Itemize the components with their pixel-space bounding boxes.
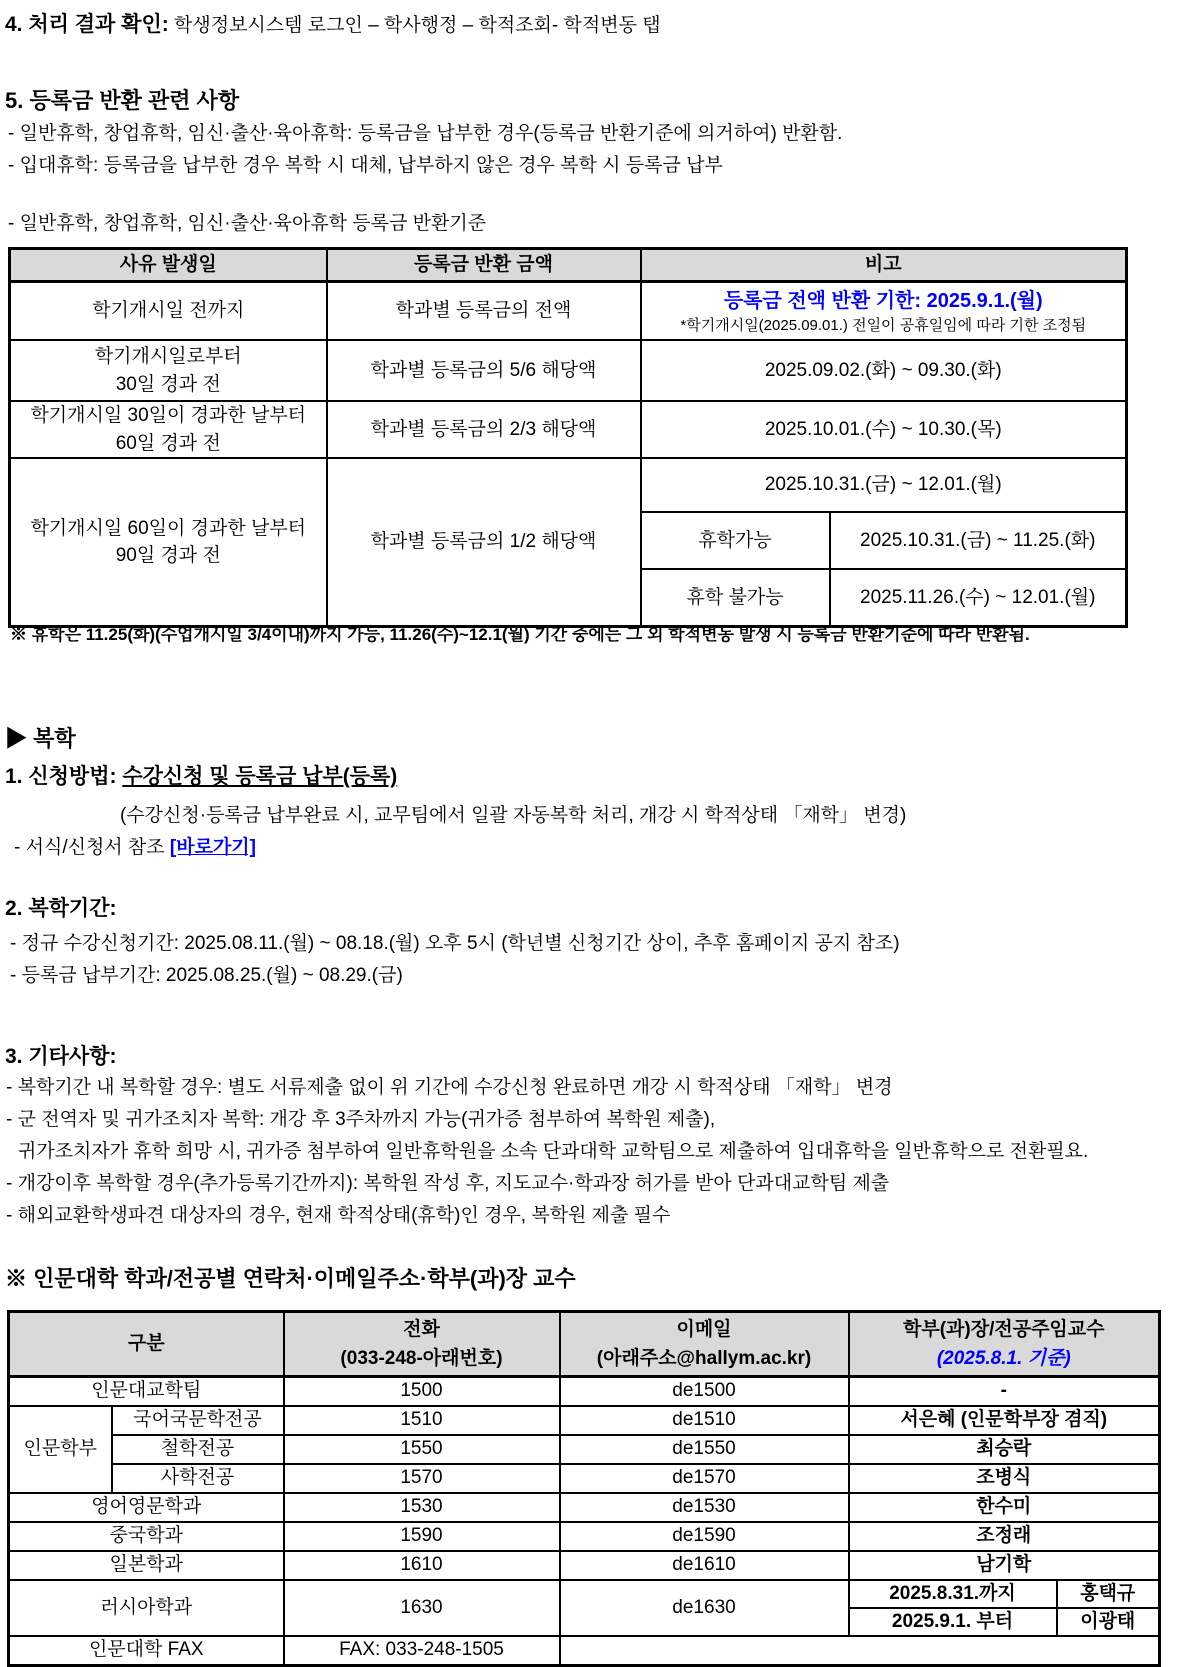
return-item1 bbox=[5, 760, 397, 790]
contact-r3-prof: 최승락 bbox=[849, 1435, 1160, 1464]
contact-r7-name: 일본학과 bbox=[9, 1551, 284, 1580]
contact-r1-prof: - bbox=[849, 1377, 1160, 1407]
section4-text: 학생정보시스템 로그인 – 학사행정 – 학적조회- 학적변동 탭 bbox=[174, 15, 661, 36]
table-row bbox=[9, 1435, 1160, 1464]
contact-r5-phone: 1530 bbox=[284, 1493, 560, 1522]
refund-r3-cause bbox=[10, 401, 327, 458]
refund-r4-amount: 학과별 등록금의 1/2 해당액 bbox=[327, 458, 641, 627]
refund-footnote: ※ 휴학은 11.25(화)(수업개시일 3/4이내)까지 가능, 11.26(수)~12.1(월) 기간 중에는 그 외 학적변동 발생 시 등록금 반환기준에 따라 반환됨. bbox=[10, 625, 1030, 644]
contact-header-email bbox=[560, 1312, 849, 1377]
refund-table-intro: - 일반휴학, 창업휴학, 임신·출산·육아휴학 등록금 반환기준 bbox=[8, 213, 487, 234]
refund-r4-period-all: 2025.10.31.(금) ~ 12.01.(월) bbox=[641, 458, 1127, 512]
contact-header-email-l1: 이메일 bbox=[676, 1318, 732, 1340]
contact-russia-from-name: 이광태 bbox=[1057, 1608, 1160, 1636]
refund-table bbox=[8, 247, 1128, 628]
contact-r1-email: de1500 bbox=[560, 1377, 849, 1407]
return-item1-form bbox=[14, 832, 256, 859]
contact-header-row bbox=[9, 1312, 1160, 1377]
contact-r3-phone: 1550 bbox=[284, 1435, 560, 1464]
table-row bbox=[9, 1522, 1160, 1551]
contact-r2-name: 국어국문학전공 bbox=[112, 1406, 284, 1435]
section4-line bbox=[5, 8, 661, 38]
return-item1-note: (수강신청·등록금 납부완료 시, 교무팀에서 일괄 자동복학 처리, 개강 시 학적상태 「재학」 변경) bbox=[120, 805, 907, 826]
shortcut-link[interactable]: [바로가기] bbox=[169, 837, 256, 858]
refund-r3-amount: 학과별 등록금의 2/3 해당액 bbox=[327, 401, 641, 458]
refund-r4-sub1-label: 휴학가능 bbox=[641, 512, 830, 569]
contact-r7-email: de1610 bbox=[560, 1551, 849, 1580]
section5-bullet-2: - 입대휴학: 등록금을 납부한 경우 복학 시 대체, 납부하지 않은 경우 복학 시 등록금 납부 bbox=[8, 155, 723, 176]
return-item3-bullet-3: - 개강이후 복학할 경우(추가등록기간까지): 복학원 작성 후, 지도교수·학과장 허가를 받아 단과대교학팀 제출 bbox=[6, 1173, 890, 1194]
return-item3-bullet-1: - 복학기간 내 복학할 경우: 별도 서류제출 없이 위 기간에 수강신청 완료하면 개강 시 학적상태 「재학」 변경 bbox=[6, 1077, 893, 1098]
contact-r1-name: 인문대교학팀 bbox=[9, 1377, 284, 1407]
contact-header-prof bbox=[849, 1312, 1160, 1377]
refund-r4-cause bbox=[10, 458, 327, 627]
contact-r4-prof: 조병식 bbox=[849, 1464, 1160, 1493]
contact-russia-name: 러시아학과 bbox=[9, 1580, 284, 1636]
refund-r4-sub1-period: 2025.10.31.(금) ~ 11.25.(화) bbox=[830, 512, 1127, 569]
contact-r6-email: de1590 bbox=[560, 1522, 849, 1551]
table-row bbox=[10, 282, 1127, 341]
contact-header-email-l2: (아래주소@hallym.ac.kr) bbox=[596, 1348, 812, 1369]
section5-title: 5. 등록금 반환 관련 사항 bbox=[5, 88, 240, 113]
contact-r5-prof: 한수미 bbox=[849, 1493, 1160, 1522]
contact-fax-phone: FAX: 033-248-1505 bbox=[284, 1636, 560, 1666]
refund-deadline-subnote: *학기개시일(2025.09.01.) 전일이 공휴일임에 따라 기한 조정됨 bbox=[680, 316, 1087, 334]
table-row bbox=[10, 340, 1127, 401]
refund-r1-note bbox=[641, 282, 1127, 341]
return-item3-bullet-2-cont: 귀가조치자가 휴학 희망 시, 귀가증 첨부하여 일반휴학원을 소속 단과대학 교학팀으로 제출하여 입대휴학을 일반휴학으로 전환필요. bbox=[18, 1141, 1089, 1162]
contact-header-phone-l1: 전화 bbox=[403, 1318, 440, 1340]
table-row bbox=[9, 1464, 1160, 1493]
contact-r4-email: de1570 bbox=[560, 1464, 849, 1493]
contact-r4-name: 사학전공 bbox=[112, 1464, 284, 1493]
refund-header-note: 비고 bbox=[641, 249, 1127, 282]
refund-r2-cause-l1: 학기개시일로부터 bbox=[94, 345, 242, 367]
contact-r7-phone: 1610 bbox=[284, 1551, 560, 1580]
form-reference-text: - 서식/신청서 참조 bbox=[14, 837, 170, 858]
contact-group-label: 인문학부 bbox=[9, 1406, 112, 1493]
section5-bullet-1: - 일반휴학, 창업휴학, 임신·출산·육아휴학: 등록금을 납부한 경우(등록금 반환기준에 의거하여) 반환함. bbox=[8, 123, 843, 144]
refund-r1-cause: 학기개시일 전까지 bbox=[10, 282, 327, 341]
contact-r3-email: de1550 bbox=[560, 1435, 849, 1464]
triangle-bullet-icon: ▶ bbox=[5, 726, 28, 751]
contact-r4-phone: 1570 bbox=[284, 1464, 560, 1493]
refund-deadline-highlight: 등록금 전액 반환 기한: 2025.9.1.(월) bbox=[723, 289, 1043, 312]
return-item3-bullet-2: - 군 전역자 및 귀가조치자 복학: 개강 후 3주차까지 가능(귀가증 첨부하여 복학원 제출), bbox=[6, 1109, 716, 1130]
contact-r1-phone: 1500 bbox=[284, 1377, 560, 1407]
refund-r2-cause bbox=[10, 340, 327, 401]
contact-r5-email: de1530 bbox=[560, 1493, 849, 1522]
table-row bbox=[9, 1551, 1160, 1580]
contact-russia-from: 2025.9.1. 부터 bbox=[849, 1608, 1057, 1636]
contact-russia-until-name: 홍택규 bbox=[1057, 1580, 1160, 1608]
table-row bbox=[9, 1493, 1160, 1522]
refund-header-row bbox=[10, 249, 1127, 282]
table-row bbox=[9, 1406, 1160, 1435]
contact-header-gubun: 구분 bbox=[9, 1312, 284, 1377]
contact-russia-email: de1630 bbox=[560, 1580, 849, 1636]
contact-title: ※ 인문대학 학과/전공별 연락처·이메일주소·학부(과)장 교수 bbox=[5, 1266, 576, 1291]
return-item2-bullet-2: - 등록금 납부기간: 2025.08.25.(월) ~ 08.29.(금) bbox=[10, 965, 403, 986]
refund-header-amount: 등록금 반환 금액 bbox=[327, 249, 641, 282]
contact-header-prof-l1: 학부(과)장/전공주임교수 bbox=[903, 1318, 1105, 1340]
return-item3-bullet-4: - 해외교환학생파견 대상자의 경우, 현재 학적상태(휴학)인 경우, 복학원 제출 필수 bbox=[6, 1205, 671, 1226]
return-item2-bullet-1: - 정규 수강신청기간: 2025.08.11.(월) ~ 08.18.(월) 오후 5시 (학년별 신청기간 상이, 추후 홈페이지 공지 참조) bbox=[10, 933, 900, 954]
return-item3-title: 3. 기타사항: bbox=[5, 1045, 117, 1068]
refund-r2-amount: 학과별 등록금의 5/6 해당액 bbox=[327, 340, 641, 401]
contact-fax-empty-cell bbox=[560, 1636, 1160, 1666]
contact-r6-prof: 조정래 bbox=[849, 1522, 1160, 1551]
refund-r3-cause-l2: 60일 경과 전 bbox=[115, 432, 221, 454]
table-row bbox=[10, 458, 1127, 512]
contact-r2-phone: 1510 bbox=[284, 1406, 560, 1435]
contact-russia-phone: 1630 bbox=[284, 1580, 560, 1636]
contact-r2-email: de1510 bbox=[560, 1406, 849, 1435]
refund-r3-note: 2025.10.01.(수) ~ 10.30.(목) bbox=[641, 401, 1127, 458]
contact-r5-name: 영어영문학과 bbox=[9, 1493, 284, 1522]
table-row bbox=[9, 1636, 1160, 1666]
contact-header-phone bbox=[284, 1312, 560, 1377]
refund-r4-cause-l2: 90일 경과 전 bbox=[115, 545, 221, 567]
refund-r4-sub2-period: 2025.11.26.(수) ~ 12.01.(월) bbox=[830, 569, 1127, 627]
contact-r7-prof: 남기학 bbox=[849, 1551, 1160, 1580]
contact-r3-name: 철학전공 bbox=[112, 1435, 284, 1464]
refund-r4-cause-l1: 학기개시일 60일이 경과한 날부터 bbox=[30, 517, 307, 539]
table-row bbox=[9, 1580, 1160, 1608]
return-title bbox=[5, 722, 76, 753]
refund-r2-note: 2025.09.02.(화) ~ 09.30.(화) bbox=[641, 340, 1127, 401]
contact-russia-until: 2025.8.31.까지 bbox=[849, 1580, 1057, 1608]
contact-r2-prof: 서은혜 (인문학부장 겸직) bbox=[849, 1406, 1160, 1435]
refund-r2-cause-l2: 30일 경과 전 bbox=[115, 373, 221, 395]
refund-r4-sub2-label: 휴학 불가능 bbox=[641, 569, 830, 627]
contact-header-phone-l2: (033-248-아래번호) bbox=[340, 1348, 503, 1369]
refund-header-cause: 사유 발생일 bbox=[10, 249, 327, 282]
table-row bbox=[10, 401, 1127, 458]
table-row bbox=[9, 1377, 1160, 1407]
contact-header-prof-date: (2025.8.1. 기준) bbox=[936, 1348, 1071, 1369]
refund-r1-amount: 학과별 등록금의 전액 bbox=[327, 282, 641, 341]
contact-fax-name: 인문대학 FAX bbox=[9, 1636, 284, 1666]
return-title-text: 복학 bbox=[33, 726, 76, 751]
contact-r6-name: 중국학과 bbox=[9, 1522, 284, 1551]
return-item1-label: 1. 신청방법: bbox=[5, 765, 123, 788]
return-item2-title: 2. 복학기간: bbox=[5, 897, 117, 920]
section4-label: 4. 처리 결과 확인: bbox=[5, 13, 169, 36]
return-item1-value: 수강신청 및 등록금 납부(등록) bbox=[122, 765, 398, 788]
contact-table bbox=[7, 1310, 1161, 1667]
refund-r3-cause-l1: 학기개시일 30일이 경과한 날부터 bbox=[30, 405, 307, 426]
contact-r6-phone: 1590 bbox=[284, 1522, 560, 1551]
